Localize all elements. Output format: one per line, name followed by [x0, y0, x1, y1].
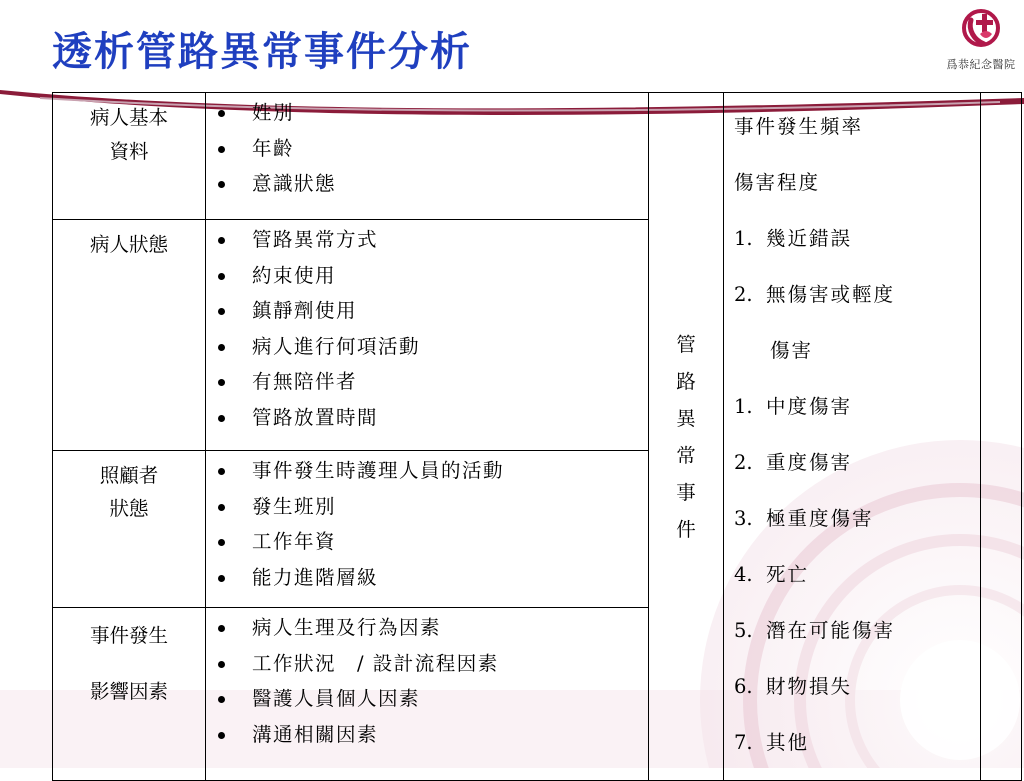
severity-number: 7. [734, 731, 753, 754]
table-row [53, 93, 1022, 220]
row-header-line: 狀態 [109, 497, 149, 520]
vertical-char: 路 [676, 369, 696, 393]
hospital-logo-icon [960, 8, 1002, 52]
slide-title: 透析管路異常事件分析 [52, 29, 472, 75]
severity-line [734, 715, 980, 771]
row-header-line: 事件發生 [89, 624, 168, 647]
vertical-char: 常 [676, 443, 696, 467]
list-item: 工作年資 [216, 524, 648, 560]
severity-text: 傷害程度 [734, 171, 821, 194]
severity-list [724, 93, 980, 771]
severity-text: 其他 [766, 731, 810, 754]
vertical-label [676, 326, 696, 548]
severity-number: 4. [734, 563, 753, 586]
severity-line [734, 603, 980, 659]
row-header-line: 照顧者 [99, 464, 159, 487]
list-item: 病人進行何項活動 [216, 329, 648, 365]
severity-text: 事件發生頻率 [734, 115, 864, 138]
severity-text: 中度傷害 [766, 395, 853, 418]
vertical-char: 事 [676, 480, 696, 504]
analysis-table [52, 92, 1022, 781]
empty-cell [981, 93, 1022, 781]
list-item: 能力進階層級 [216, 560, 648, 596]
bullet-cell [206, 451, 649, 608]
row-header [53, 93, 206, 220]
row-header-line: 資料 [109, 140, 149, 163]
row-header-line: 影響因素 [89, 680, 168, 703]
row-header-line: 病人基本 [89, 106, 168, 129]
severity-number: 1. [734, 395, 753, 418]
severity-text: 死亡 [766, 563, 810, 586]
severity-line [734, 659, 980, 715]
hospital-logo [944, 8, 1018, 72]
list-item: 意識狀態 [216, 166, 648, 202]
center-label-cell [649, 93, 724, 781]
list-item: 事件發生時護理人員的活動 [216, 453, 648, 489]
severity-text: 重度傷害 [766, 451, 853, 474]
list-item: 發生班別 [216, 489, 648, 525]
bullet-cell [206, 220, 649, 451]
list-item: 姓別 [216, 95, 648, 131]
row-header [53, 220, 206, 451]
severity-number: 2. [734, 283, 753, 306]
list-item: 病人生理及行為因素 [216, 610, 648, 646]
severity-number: 2. [734, 451, 753, 474]
list-item: 有無陪伴者 [216, 364, 648, 400]
severity-line [734, 99, 980, 155]
severity-line [734, 323, 980, 379]
severity-text: 傷害 [770, 339, 814, 362]
row-header [53, 608, 206, 781]
vertical-char: 管 [676, 332, 696, 356]
list-item: 約束使用 [216, 258, 648, 294]
severity-line [734, 155, 980, 211]
severity-cell [724, 93, 981, 781]
severity-text: 財物損失 [766, 675, 853, 698]
severity-line [734, 267, 980, 323]
severity-line [734, 211, 980, 267]
severity-number: 3. [734, 507, 753, 530]
row-header-line: 病人狀態 [89, 233, 168, 256]
list-item: 醫護人員個人因素 [216, 681, 648, 717]
severity-text: 無傷害或輕度 [766, 283, 896, 306]
vertical-char: 異 [676, 406, 696, 430]
severity-text: 極重度傷害 [766, 507, 874, 530]
severity-number: 1. [734, 227, 753, 250]
row-header [53, 451, 206, 608]
severity-number: 6. [734, 675, 753, 698]
logo-text: 爲恭紀念醫院 [946, 58, 1016, 71]
list-item: 工作狀況 / 設計流程因素 [216, 646, 648, 682]
severity-number: 5. [734, 619, 753, 642]
severity-line [734, 379, 980, 435]
severity-text: 潛在可能傷害 [766, 619, 896, 642]
bullet-cell [206, 608, 649, 781]
severity-line [734, 547, 980, 603]
severity-line [734, 435, 980, 491]
vertical-char: 件 [676, 517, 696, 541]
list-item: 鎮靜劑使用 [216, 293, 648, 329]
list-item: 管路異常方式 [216, 222, 648, 258]
list-item: 溝通相關因素 [216, 717, 648, 753]
bullet-cell [206, 93, 649, 220]
list-item: 管路放置時間 [216, 400, 648, 436]
severity-text: 幾近錯誤 [766, 227, 853, 250]
list-item: 年齡 [216, 131, 648, 167]
severity-line [734, 491, 980, 547]
